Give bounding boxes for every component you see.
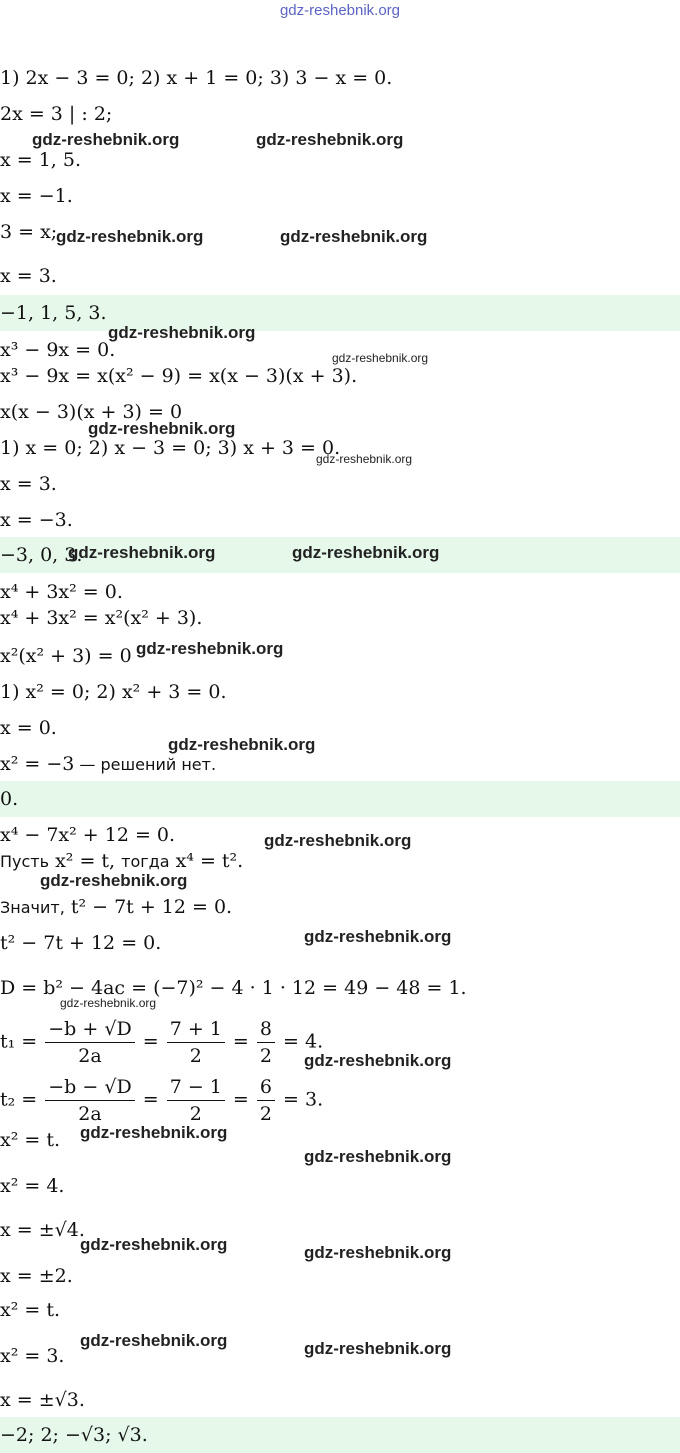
equation-part: t² − 7t + 12 = 0. [64,896,233,918]
watermark[interactable]: gdz-reshebnik.org [264,831,412,850]
watermark[interactable]: gdz-reshebnik.org [292,543,440,562]
equation-line: x⁴ − 7x² + 12 = 0. [0,824,176,846]
equation-part: = 3. [283,1088,324,1111]
equation-line: x = −3. [0,509,73,531]
watermark[interactable]: gdz-reshebnik.org [304,1147,452,1166]
answer-text: −1, 1, 5, 3. [0,302,107,324]
equation-part: t₁ = [0,1030,38,1053]
equation-word: Пусть [0,852,50,871]
root-t2-line: t₂ = $\frac{-b - √D}{2a}$ = $\frac{7 - 1}{2}$ = $\frac{6}{2}$ = 3. [0,1076,324,1125]
watermark[interactable]: gdz-reshebnik.org [108,323,256,342]
watermark[interactable]: gdz-reshebnik.org [80,1123,228,1142]
root-t1-line: t₁ = $\frac{-b + √D}{2a}$ = $\frac{7 + 1}{2}$ = $\frac{8}{2}$ = 4. [0,1018,324,1067]
answer-text: −2; 2; −√3; √3. [0,1424,148,1446]
equation-line: 1) x = 0; 2) x − 3 = 0; 3) x + 3 = 0. [0,437,341,459]
watermark[interactable]: gdz-reshebnik.org [136,639,284,658]
equation-word: тогда [121,852,170,871]
equation-line: x(x − 3)(x + 3) = 0 [0,401,183,423]
fraction: $\frac{7 - 1}{2}$ [167,1074,225,1127]
equation-line [0,895,232,920]
equation-line: x = −1. [0,185,73,207]
equation-line: x²(x² + 3) = 0 [0,645,132,667]
fraction: $\frac{7 + 1}{2}$ [167,1016,225,1069]
watermark[interactable]: gdz-reshebnik.org [304,927,452,946]
watermark[interactable]: gdz-reshebnik.org [280,227,428,246]
equation-part: t₂ = [0,1088,38,1111]
equation-line: t² − 7t + 12 = 0. [0,932,162,954]
equation-part: = 4. [283,1030,324,1053]
equation-line: x = 3. [0,473,57,495]
watermark[interactable]: gdz-reshebnik.org [32,130,180,149]
watermark[interactable]: gdz-reshebnik.org [332,351,429,365]
watermark[interactable]: gdz-reshebnik.org [304,1339,452,1358]
equation-line: x = 0. [0,717,57,739]
equation-line: x⁴ + 3x² = 0. [0,581,123,603]
watermark[interactable]: gdz-reshebnik.org [56,227,204,246]
equation-line: 2x = 3 | : 2; [0,103,113,125]
answer-band [0,295,680,331]
site-watermark-top[interactable]: gdz-reshebnik.org [279,2,401,19]
watermark[interactable]: gdz-reshebnik.org [304,1243,452,1262]
answer-band [0,1417,680,1453]
watermark[interactable]: gdz-reshebnik.org [168,735,316,754]
equation-line: x³ − 9x = x(x² − 9) = x(x − 3)(x + 3). [0,365,358,387]
watermark[interactable]: gdz-reshebnik.org [40,871,188,890]
watermark[interactable]: gdz-reshebnik.org [256,130,404,149]
equation-line: x = ±√4. [0,1219,85,1241]
equation-line: x = 1, 5. [0,149,82,171]
equation-line: x² = 3. [0,1345,65,1367]
fraction: $\frac{-b + √D}{2a}$ [45,1016,134,1069]
equation-part: x² = t, [49,850,122,872]
equation-line: x = 3. [0,265,57,287]
watermark[interactable]: gdz-reshebnik.org [68,543,216,562]
equation-line: 3 = x; [0,221,58,243]
equation-note: — решений нет. [74,755,217,774]
equation-part: x⁴ = t². [169,850,244,872]
answer-band [0,781,680,817]
answer-text: −3, 0, 3. [0,544,83,566]
equation-line: x = ±√3. [0,1389,85,1411]
answer-text: 0. [0,788,19,810]
equation-line: 1) x² = 0; 2) x² + 3 = 0. [0,681,227,703]
fraction: $\frac{6}{2}$ [257,1074,275,1127]
watermark[interactable]: gdz-reshebnik.org [80,1331,228,1350]
watermark[interactable]: gdz-reshebnik.org [304,1051,452,1070]
equation-line: 1) 2x − 3 = 0; 2) x + 1 = 0; 3) 3 − x = 0. [0,67,393,89]
equation-line: x⁴ + 3x² = x²(x² + 3). [0,607,203,629]
watermark[interactable]: gdz-reshebnik.org [80,1235,228,1254]
equation-part: x² = −3 [0,753,75,775]
watermark[interactable]: gdz-reshebnik.org [60,996,157,1010]
equation-word: Значит, [0,898,65,917]
watermark[interactable]: gdz-reshebnik.org [88,419,236,438]
equation-line: x² = 4. [0,1175,65,1197]
equation-line: x = ±2. [0,1265,73,1287]
fraction: $\frac{8}{2}$ [257,1016,275,1069]
equation-line: x² = t. [0,1299,61,1321]
equation-line: x² = t. [0,1129,61,1151]
watermark[interactable]: gdz-reshebnik.org [316,452,413,466]
equation-line: D = b² − 4ac = (−7)² − 4 · 1 · 12 = 49 − 48 = 1. [0,977,467,999]
equation-line: x³ − 9x = 0. [0,339,116,361]
equation-line [0,752,216,777]
fraction: $\frac{-b - √D}{2a}$ [45,1074,134,1127]
